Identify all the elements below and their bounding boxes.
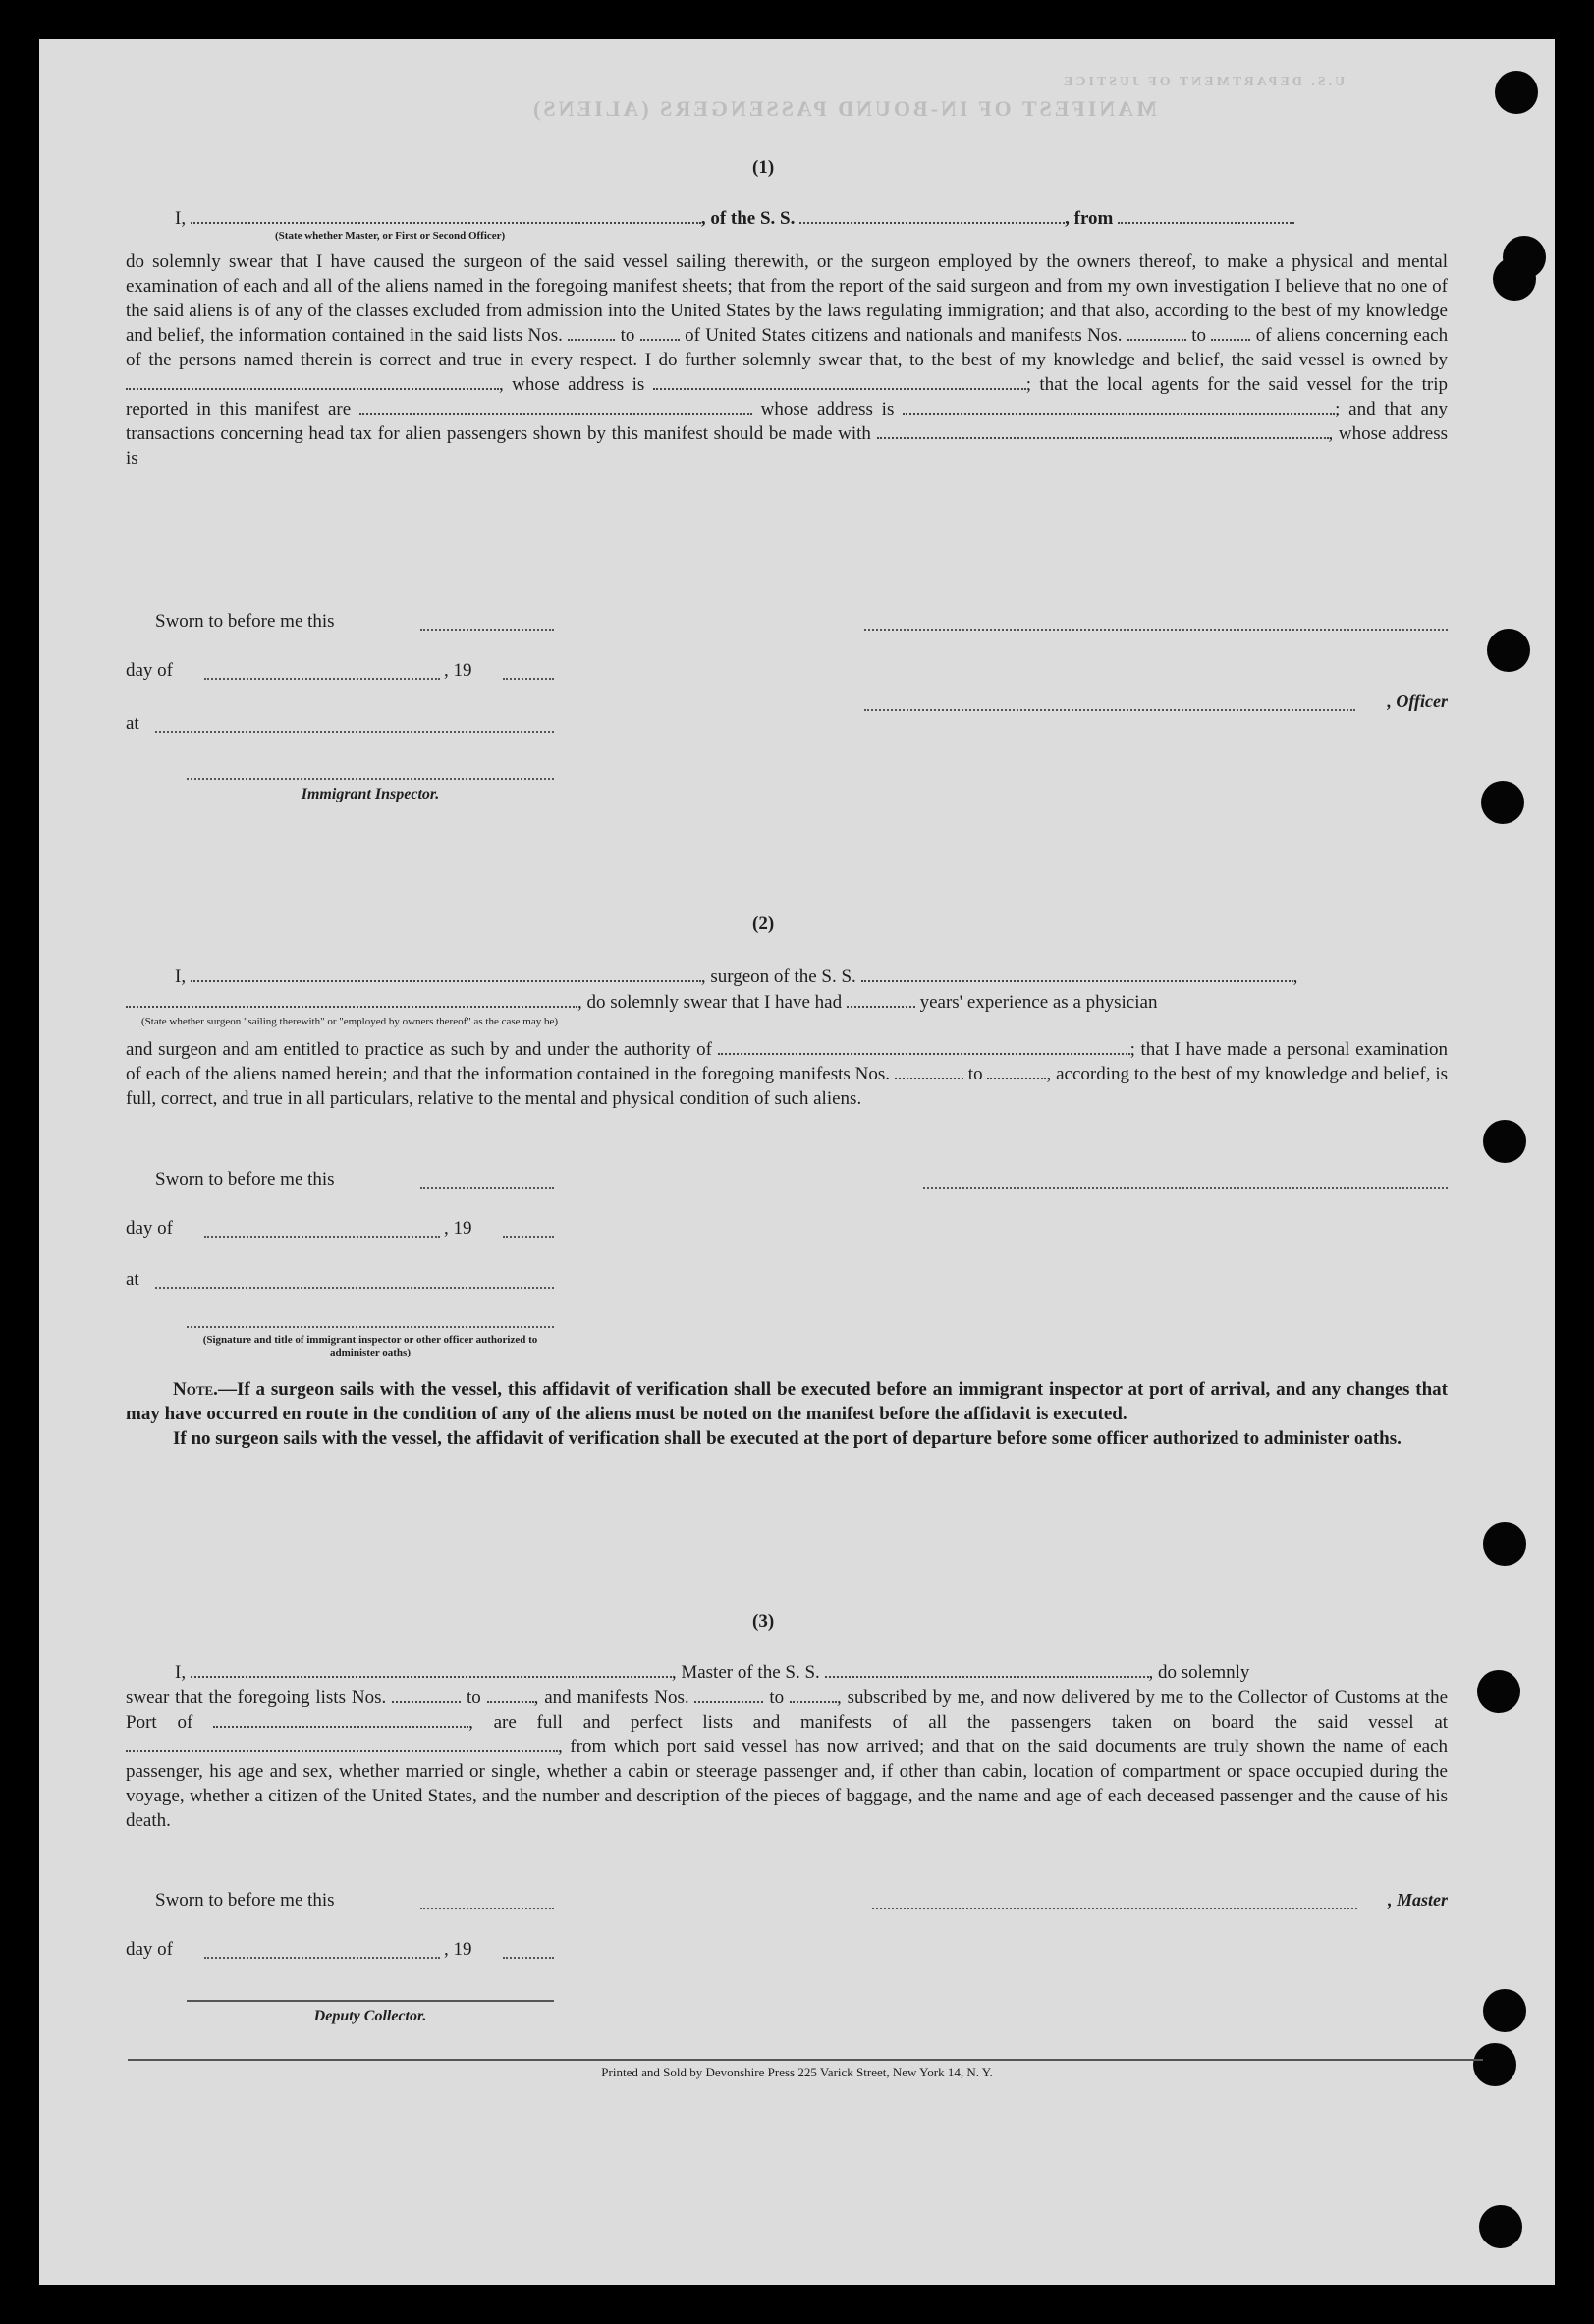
whose-address-end: , whose address is [126, 423, 1448, 469]
section-3-oath-text [126, 1686, 1448, 1833]
whose-address-label: , whose address is [499, 374, 645, 395]
deputy-collector-signature-line[interactable] [187, 2000, 554, 2002]
head-tax-agent-field[interactable] [877, 425, 1329, 439]
surgeon-of-ss-label: , surgeon of the S. S. [700, 967, 856, 987]
master-signature-field[interactable] [872, 1908, 1357, 1909]
master-label: , Master [1387, 1890, 1448, 1909]
note-text-2: If no surgeon sails with the vessel, the affidavit of verification shall be executed at the port of departure before some officer authorized to administer oaths. [173, 1428, 1402, 1449]
surgeon-vessel-field[interactable] [861, 968, 1293, 982]
ghost-header-text: MANIFEST OF IN-BOUND PASSENGERS (ALIENS) [530, 96, 1157, 121]
immigrant-inspector-label: Immigrant Inspector. [301, 786, 440, 802]
manifests-from-field[interactable] [1127, 327, 1186, 341]
section-3-opening-line [175, 1660, 1448, 1685]
owner-address-field[interactable] [653, 376, 1026, 390]
pronoun-i: I, [175, 967, 187, 987]
officer-signature-field[interactable] [864, 629, 1448, 631]
section-1-opening-line [175, 206, 1448, 231]
port-of-departure-field[interactable] [126, 1739, 558, 1752]
sworn-label-1: Sworn to before me this [155, 611, 335, 632]
day-of-label-1: day of [126, 660, 174, 681]
surgeon-signature-field[interactable] [923, 1187, 1448, 1189]
signature-instruction: (Signature and title of immigrant inspector or other officer authorized to administer oaths) [202, 1334, 538, 1358]
to-label: to [769, 1688, 785, 1708]
footer-divider [128, 2059, 1483, 2061]
day-of-field-1[interactable] [204, 678, 440, 680]
manifests-nos-label: , and manifests Nos. [533, 1688, 689, 1708]
port-of-arrival-field[interactable] [213, 1714, 468, 1728]
to-label: to [967, 1064, 983, 1084]
lists-from-field-3[interactable] [392, 1689, 461, 1703]
day-of-label-2: day of [126, 1218, 174, 1239]
to-label: to [620, 325, 635, 346]
oath-paragraph-1: do solemnly swear that I have caused the surgeon of the said vessel sailing therewith, or the surgeon employed by the owners thereof, to make a physical and mental examination of each and all of the aliens named in the foregoing manifest sheets; that from the report of the said surgeon and from my own investigation I believe that no one of the said aliens is of any of the classes excluded from admission into the United States by the laws regulating immigration; and that also, according to the best of my knowledge and belief, the information contained in the said lists Nos. [126, 251, 1448, 346]
do-solemnly-label: , do solemnly [1148, 1662, 1250, 1683]
note-label: Note. [173, 1379, 218, 1400]
at-place-field-1[interactable] [155, 731, 554, 733]
vessel-label: , of the S. S. [700, 208, 796, 229]
documents-text: port said vessel has now arrived; and that on the said documents are truly shown the name of each passenger, his age and sex, whether married or single, whether a cabin or steerage passenger and, if other than cabin, location of compartment or space occupied during the voyage, whether a citizen of the United States, and the number and description of the pieces of baggage, and the name and age of each deceased passenger and the cause of his death. [126, 1737, 1448, 1831]
day-of-label-3: day of [126, 1939, 174, 1960]
manifests-to-field-2[interactable] [987, 1066, 1046, 1079]
sworn-label-3: Sworn to before me this [155, 1890, 335, 1910]
year-label-1: , 19 [444, 660, 472, 681]
officer-title-field[interactable] [864, 709, 1355, 711]
master-of-ss-label: , Master of the S. S. [671, 1662, 820, 1683]
section-2-number: (2) [752, 913, 775, 934]
authority-field[interactable] [718, 1041, 1130, 1055]
master-vessel-field[interactable] [825, 1664, 1149, 1678]
year-label-2: , 19 [444, 1218, 472, 1239]
agents-text: that the local agents for the said vessel for the trip reported in this manifest are [126, 374, 1449, 419]
do-solemnly-swear-label: , do solemnly swear that I have had [577, 992, 843, 1013]
surgeon-note [126, 1377, 1448, 1451]
note-text: —If a surgeon sails with the vessel, this affidavit of verification shall be executed before an immigrant inspector at port of arrival, and any changes that may have occurred en route in the condition of any of the aliens must be noted on the manifest before the affidavit is executed. [126, 1379, 1448, 1424]
day-of-field-3[interactable] [204, 1957, 440, 1959]
oath-paragraph-3: of aliens concerning each of the persons named therein is correct and true in every respect. I do further solemnly swear that, to the best of my knowledge and belief, the said vessel is owned by [126, 325, 1449, 370]
binder-hole [1495, 71, 1538, 114]
head-tax-text: ; and that any transactions concerning head tax for alien passengers shown by this manifest should be made with [126, 399, 1448, 444]
year-field-3[interactable] [503, 1957, 554, 1959]
binder-hole [1483, 1522, 1526, 1566]
day-of-field-2[interactable] [204, 1236, 440, 1238]
manifests-to-field-3[interactable] [790, 1689, 837, 1703]
manifests-from-field-3[interactable] [694, 1689, 763, 1703]
section-3-number: (3) [752, 1611, 775, 1632]
binder-hole [1481, 781, 1524, 824]
year-label-3: , 19 [444, 1939, 472, 1960]
surgeon-instruction: (State whether surgeon "sailing therewith" or "employed by owners thereof" as the case may be) [141, 1016, 559, 1027]
agents-field[interactable] [359, 401, 752, 415]
pronoun-i: I, [175, 1662, 187, 1683]
section-1-oath-text: do solemnly swear that I have caused the surgeon of the said vessel sailing therewith, or the surgeon employed by the owners thereof, to make a physical and mental examination of each and all of the aliens named in the foregoing manifest sheets; that from the report of the said surgeon and from my own investigation I believe that no one of the said aliens is of any of the classes excluded from admission into the United States by the laws regulating immigration; and that also, according to the best of my knowledge and belief, the information contained in the said lists Nos. to of United States citizens and nationals and manifests Nos. to of aliens concerning each of the persons named therein is correct and true in every respect. I do further solemnly swear that, to the best of my knowledge and belief, the said vessel is owned by , whose address is ; that the local agents for the said vessel for the trip reported in this manifest are whose address is ; and that any transactions concerning head tax for alien passengers shown by this manifest should be made with , whose address is [126, 251, 1449, 469]
from-which-label: , from which [558, 1737, 660, 1757]
owner-field[interactable] [126, 376, 499, 390]
lists-from-field[interactable] [568, 327, 615, 341]
subscribed-label: , subscribed by me, and now [837, 1688, 1056, 1708]
at-label-2: at [126, 1269, 139, 1290]
examination-text: that I have made a personal examination of each of the aliens named herein; and that the information contained in the foregoing manifests Nos. [126, 1039, 1449, 1084]
collector-text: delivered by me to the Collector of Customs at the Port of [126, 1688, 1449, 1733]
binder-hole [1487, 629, 1530, 672]
section-2-oath-text: and surgeon and am entitled to practice as such by and under the authority of ; that I have made a personal examination of each of the aliens named herein; and that the information contained in the foregoing manifests Nos. to , according to the best of my knowledge and belief, is full, correct, and true in all particulars, relative to the mental and physical condition of such aliens. [126, 1039, 1449, 1109]
to-label: to [466, 1688, 481, 1708]
at-place-field-2[interactable] [155, 1287, 554, 1289]
from-port-field[interactable] [1118, 210, 1294, 224]
binder-hole [1479, 2205, 1522, 2248]
binder-hole [1483, 1989, 1526, 2032]
section-2-second-line [126, 990, 1448, 1015]
binder-hole [1477, 1670, 1520, 1713]
manifests-from-field-2[interactable] [895, 1066, 963, 1079]
binder-hole [1493, 257, 1536, 301]
officer-instruction: (State whether Master, or First or Second Officer) [275, 230, 506, 242]
lists-to-field[interactable] [640, 327, 680, 341]
lists-to-field-3[interactable] [487, 1689, 534, 1703]
authority-text: and surgeon and am entitled to practice as such by and under the authority of [126, 1039, 712, 1060]
officer-name-field[interactable] [191, 210, 701, 224]
to-label: to [1191, 325, 1206, 346]
surgeon-name-field[interactable] [191, 968, 701, 982]
ghost-header-subtext: U.S. DEPARTMENT OF JUSTICE [1061, 75, 1346, 89]
from-label: , from [1065, 208, 1114, 229]
year-field-1[interactable] [503, 678, 554, 680]
manifest-page [39, 39, 1555, 2285]
manifests-to-field[interactable] [1211, 327, 1250, 341]
year-field-2[interactable] [503, 1236, 554, 1238]
agents-address-field[interactable] [903, 401, 1335, 415]
inspector-signature-line-2[interactable] [187, 1326, 554, 1328]
examination-end-text: , according to the best of my knowledge and belief, is full, correct, and true in all particulars, relative to the mental and physical condition of such aliens. [126, 1064, 1448, 1109]
sworn-label-2: Sworn to before me this [155, 1169, 335, 1190]
surgeon-status-field[interactable] [126, 994, 577, 1008]
vessel-name-field[interactable] [799, 210, 1065, 224]
oath-paragraph-2: of United States citizens and nationals and manifests Nos. [685, 325, 1123, 346]
deputy-collector-label: Deputy Collector. [313, 2008, 427, 2024]
years-experience-label: years' experience as a physician [919, 992, 1158, 1013]
passengers-text: manifests of all the passengers taken on board the said vessel at [800, 1712, 1449, 1733]
perfect-lists-label: , are full and perfect lists and [468, 1712, 781, 1733]
section-2-opening-line: I, , surgeon of the S. S. , [175, 967, 1298, 987]
sworn-date-field-2[interactable] [420, 1187, 554, 1189]
binder-hole [1483, 1120, 1526, 1163]
years-experience-field[interactable] [847, 994, 915, 1008]
pronoun-i: I, [175, 208, 187, 229]
master-name-field[interactable] [191, 1664, 672, 1678]
printer-imprint: Printed and Sold by Devonshire Press 225 Varick Street, New York 14, N. Y. [601, 2065, 993, 2079]
section-1-number: (1) [752, 157, 775, 178]
whose-address-text: whose address is [760, 399, 895, 419]
inspector-signature-line[interactable] [187, 778, 554, 780]
lists-text: swear that the foregoing lists Nos. [126, 1688, 387, 1708]
officer-label: , Officer [1387, 692, 1448, 711]
sworn-date-field-1[interactable] [420, 629, 554, 631]
at-label-1: at [126, 713, 139, 734]
sworn-date-field-3[interactable] [420, 1908, 554, 1909]
